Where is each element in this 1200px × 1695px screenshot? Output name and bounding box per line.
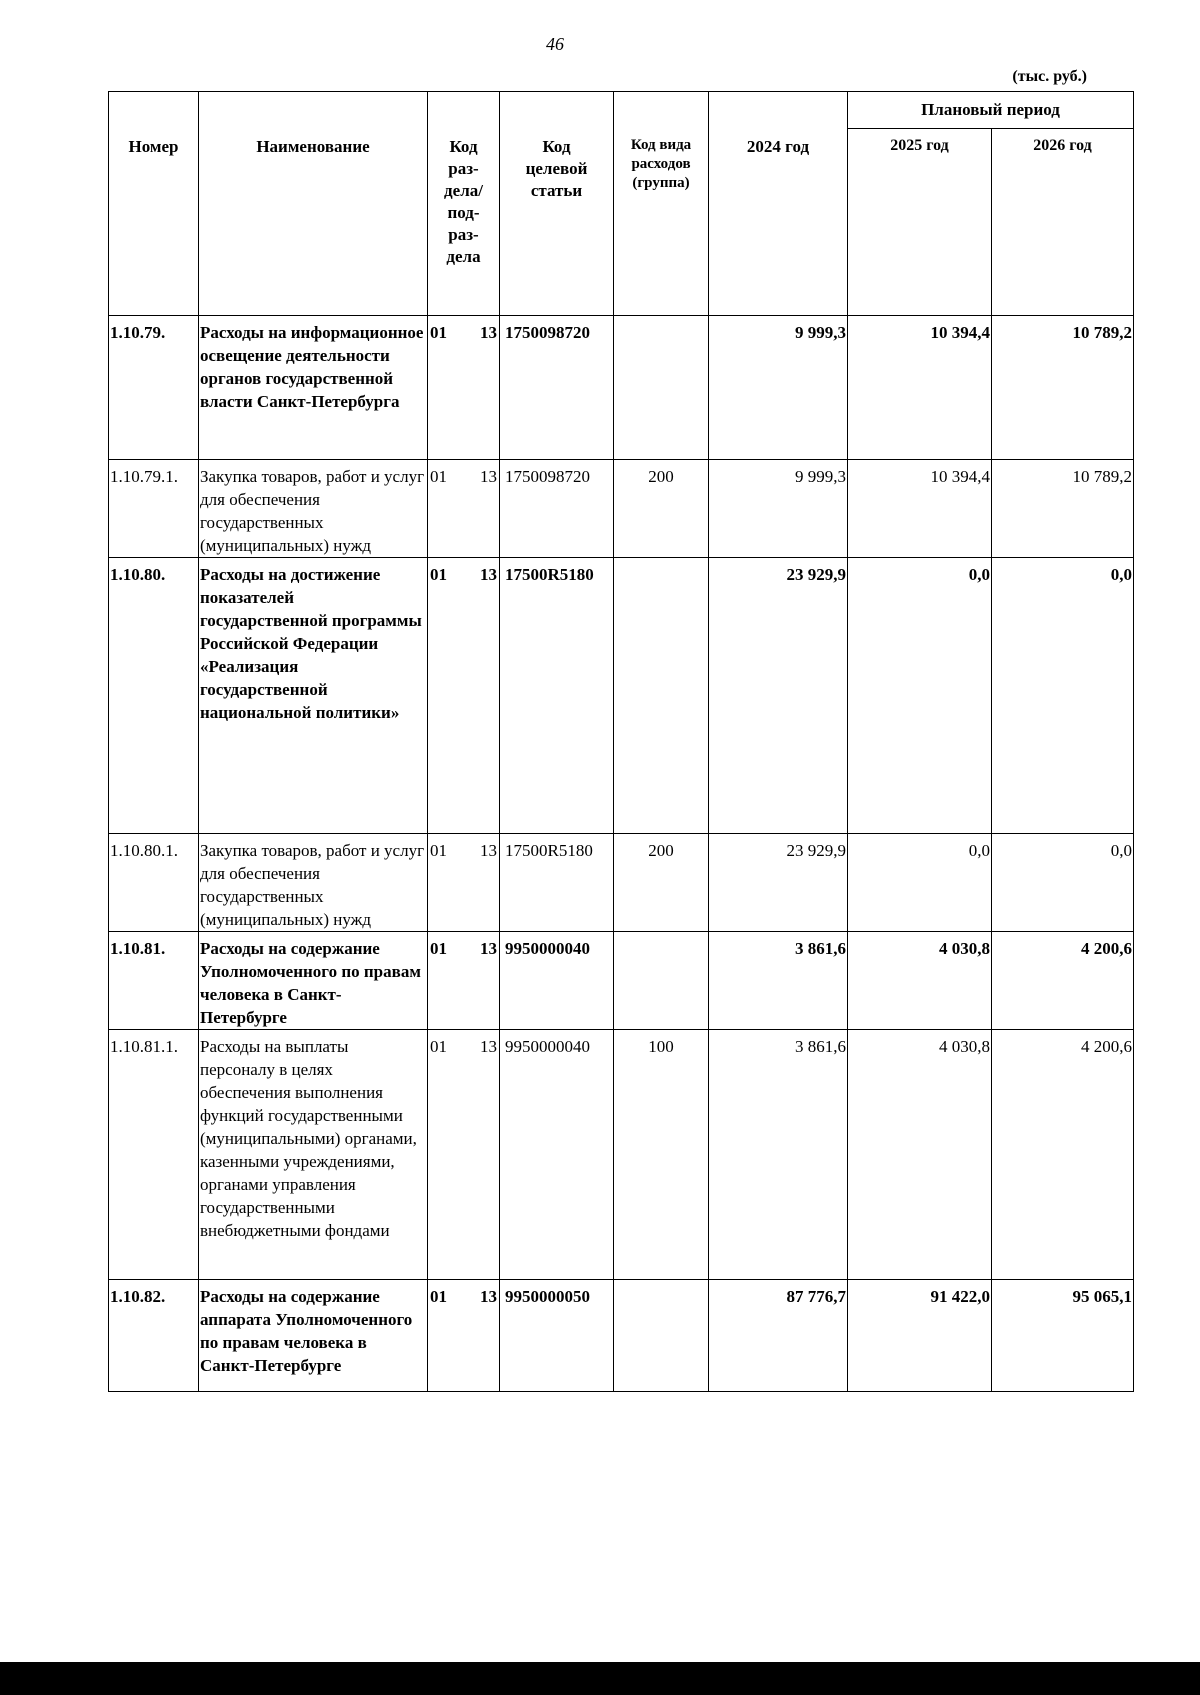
budget-table: [108, 91, 1134, 1392]
row-amount-2025: 10 394,4: [848, 316, 992, 460]
row-amount-2026: 4 200,6: [992, 1030, 1134, 1280]
row-target-code: 17500R5180: [500, 834, 614, 932]
row-razdel: [428, 932, 500, 1030]
row-amount-2026: 4 200,6: [992, 932, 1134, 1030]
row-amount-2025: 0,0: [848, 558, 992, 834]
header-vid-line: (группа): [632, 175, 690, 191]
row-razdel: [428, 834, 500, 932]
podrazdel-code: 13: [480, 467, 497, 486]
table-row: [109, 1280, 1134, 1392]
razdel-code: 01: [430, 939, 447, 958]
row-amount-2024: 87 776,7: [709, 1280, 848, 1392]
row-amount-2026: 0,0: [992, 834, 1134, 932]
header-target-line: статьи: [530, 181, 583, 200]
razdel-code: 01: [430, 1037, 447, 1056]
row-name: Закупка товаров, работ и услуг для обеспечения государственных (муниципальных) нужд: [199, 460, 428, 558]
header-target: [500, 92, 614, 316]
header-2024: 2024 год: [709, 92, 848, 316]
table-row: [109, 316, 1134, 460]
row-amount-2024: 3 861,6: [709, 1030, 848, 1280]
row-razdel: [428, 460, 500, 558]
row-vid-code: [614, 932, 709, 1030]
podrazdel-code: 13: [480, 939, 497, 958]
header-vid-line: Код вида: [630, 137, 692, 153]
podrazdel-code: 13: [480, 1287, 497, 1306]
row-number: 1.10.79.: [109, 316, 199, 460]
table-row: [109, 834, 1134, 932]
header-razdel: [428, 92, 500, 316]
header-vid-line: расходов: [631, 156, 691, 172]
row-target-code: 9950000040: [500, 932, 614, 1030]
row-amount-2026: 10 789,2: [992, 316, 1134, 460]
row-razdel: [428, 558, 500, 834]
row-amount-2024: 9 999,3: [709, 460, 848, 558]
header-razdel-line: дела: [446, 247, 481, 266]
razdel-code: 01: [430, 1287, 447, 1306]
row-amount-2025: 10 394,4: [848, 460, 992, 558]
row-number: 1.10.81.: [109, 932, 199, 1030]
row-vid-code: 200: [614, 834, 709, 932]
razdel-code: 01: [430, 323, 447, 342]
row-amount-2026: 0,0: [992, 558, 1134, 834]
row-amount-2024: 23 929,9: [709, 558, 848, 834]
row-name: Закупка товаров, работ и услуг для обеспечения государственных (муниципальных) нужд: [199, 834, 428, 932]
header-razdel-line: раз-: [448, 159, 479, 178]
row-number: 1.10.79.1.: [109, 460, 199, 558]
row-vid-code: [614, 1280, 709, 1392]
scan-border: [0, 1662, 1200, 1695]
razdel-code: 01: [430, 565, 447, 584]
row-number: 1.10.82.: [109, 1280, 199, 1392]
row-amount-2025: 4 030,8: [848, 1030, 992, 1280]
row-amount-2025: 0,0: [848, 834, 992, 932]
row-vid-code: 100: [614, 1030, 709, 1280]
table-row: [109, 1030, 1134, 1280]
header-razdel-line: Код: [449, 137, 478, 156]
row-target-code: 1750098720: [500, 316, 614, 460]
row-amount-2024: 23 929,9: [709, 834, 848, 932]
row-razdel: [428, 1030, 500, 1280]
header-2025: 2025 год: [848, 129, 992, 316]
table-row: [109, 558, 1134, 834]
row-amount-2025: 91 422,0: [848, 1280, 992, 1392]
row-target-code: 1750098720: [500, 460, 614, 558]
row-amount-2026: 95 065,1: [992, 1280, 1134, 1392]
row-razdel: [428, 316, 500, 460]
table-row: [109, 932, 1134, 1030]
row-name: Расходы на выплаты персоналу в целях обеспечения выполнения функций государственными (муниципальными) органами, казенными учреждениями, органами управления государственными внебюджетными фондами: [199, 1030, 428, 1280]
page-number: 46: [546, 34, 564, 54]
podrazdel-code: 13: [480, 841, 497, 860]
row-vid-code: [614, 558, 709, 834]
podrazdel-code: 13: [480, 565, 497, 584]
unit-label: (тыс. руб.): [1012, 68, 1087, 85]
table-row: [109, 460, 1134, 558]
header-target-line: целевой: [525, 159, 588, 178]
row-amount-2025: 4 030,8: [848, 932, 992, 1030]
row-amount-2024: 9 999,3: [709, 316, 848, 460]
header-planned-period: Плановый период: [848, 92, 1134, 129]
row-target-code: 9950000050: [500, 1280, 614, 1392]
header-2026: 2026 год: [992, 129, 1134, 316]
row-name: Расходы на содержание Уполномоченного по правам человека в Санкт-Петербурге: [199, 932, 428, 1030]
header-razdel-line: раз-: [448, 225, 479, 244]
row-vid-code: [614, 316, 709, 460]
row-name: Расходы на содержание аппарата Уполномоченного по правам человека в Санкт-Петербурге: [199, 1280, 428, 1392]
row-razdel: [428, 1280, 500, 1392]
row-name: Расходы на информационное освещение деятельности органов государственной власти Санкт-Петербурга: [199, 316, 428, 460]
header-razdel-line: под-: [447, 203, 480, 222]
header-number: Номер: [109, 92, 199, 316]
razdel-code: 01: [430, 841, 447, 860]
razdel-code: 01: [430, 467, 447, 486]
row-name: Расходы на достижение показателей государственной программы Российской Федерации «Реализация государственной национальной политики»: [199, 558, 428, 834]
row-number: 1.10.81.1.: [109, 1030, 199, 1280]
row-number: 1.10.80.: [109, 558, 199, 834]
header-name: Наименование: [199, 92, 428, 316]
row-amount-2026: 10 789,2: [992, 460, 1134, 558]
row-target-code: 17500R5180: [500, 558, 614, 834]
row-number: 1.10.80.1.: [109, 834, 199, 932]
podrazdel-code: 13: [480, 1037, 497, 1056]
row-target-code: 9950000040: [500, 1030, 614, 1280]
header-razdel-line: дела/: [444, 181, 483, 200]
header-target-line: Код: [542, 137, 571, 156]
row-amount-2024: 3 861,6: [709, 932, 848, 1030]
header-vid: [614, 92, 709, 316]
row-vid-code: 200: [614, 460, 709, 558]
podrazdel-code: 13: [480, 323, 497, 342]
